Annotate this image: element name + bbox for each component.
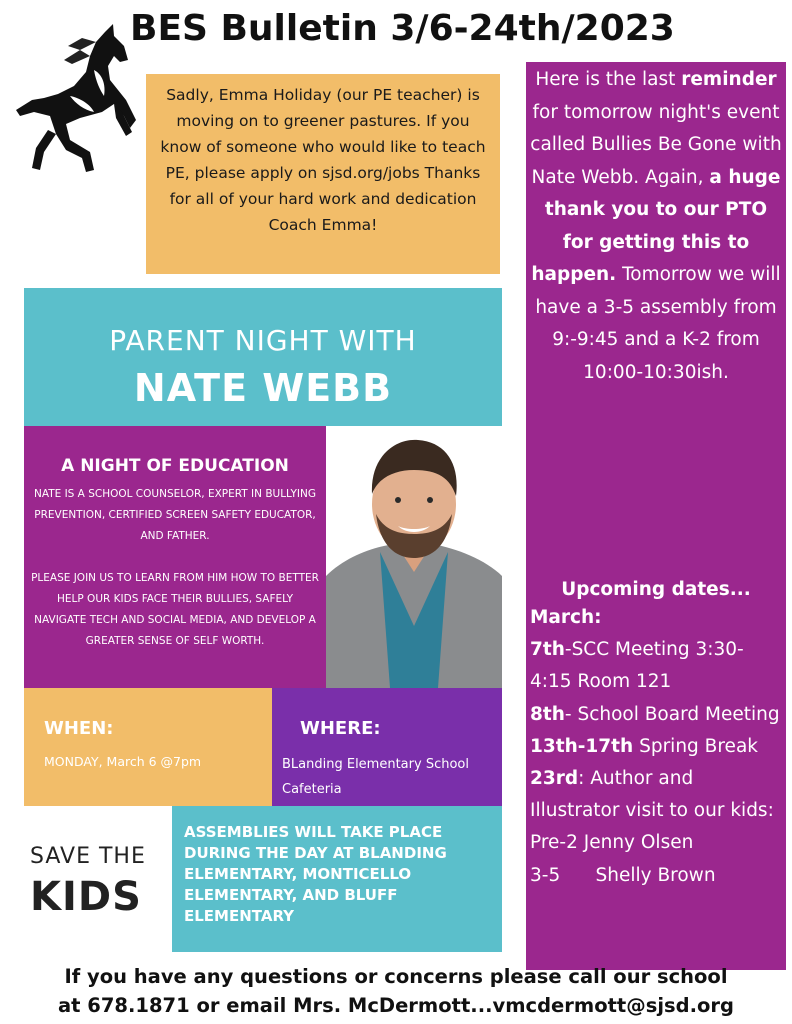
where-box xyxy=(272,688,502,806)
pe-teacher-notice xyxy=(146,74,500,274)
speaker-bio: NATE IS A SCHOOL COUNSELOR, EXPERT IN BULLYING PREVENTION, CERTIFIED SCREEN SAFETY EDUCATOR, AND FATHER. xyxy=(33,488,317,542)
upcoming-dates-list xyxy=(530,602,782,892)
education-heading: A NIGHT OF EDUCATION xyxy=(61,456,289,476)
speaker-photo xyxy=(326,426,502,688)
event-item: 8th- School Board Meeting xyxy=(530,703,780,725)
notice-text: Sadly, Emma Holiday (our PE teacher) is moving on to greener pastures. If you know of someone who would like to teach PE, please apply on sjsd.org/jobs Thanks for all of your hard work and dedication Coach Emma! xyxy=(160,86,486,234)
event-item: 13th-17th Spring Break xyxy=(530,735,758,757)
event-item: 7th-SCC Meeting 3:30-4:15 Room 121 xyxy=(530,639,744,693)
parent-night-line2: NATE WEBB xyxy=(133,366,393,410)
month-label: March: xyxy=(530,607,602,628)
reminder-part-2: for tomorrow night's event called Bullies Be Gone with Nate Webb. Again, xyxy=(530,101,782,188)
visitor-item: Pre-2 Jenny Olsen xyxy=(530,832,694,854)
reminder-text xyxy=(530,64,782,389)
where-label: WHERE: xyxy=(300,718,381,739)
assemblies-box xyxy=(172,806,502,952)
save-the-kids-logo xyxy=(24,838,164,928)
reminder-bold-1: reminder xyxy=(681,69,777,90)
contact-footer xyxy=(0,962,792,1020)
upcoming-dates-heading: Upcoming dates... xyxy=(561,579,751,600)
where-value: BLanding Elementary School Cafeteria xyxy=(282,757,469,797)
reminder-part-1: Here is the last xyxy=(535,69,682,90)
education-body xyxy=(30,484,320,652)
event-item: 23rd: Author and Illustrator visit to our kids: xyxy=(530,768,774,822)
when-value: MONDAY, March 6 @7pm xyxy=(44,754,202,769)
bulletin-title: BES Bulletin 3/6-24th/2023 xyxy=(130,8,675,49)
when-label: WHEN: xyxy=(44,718,114,739)
footer-line2: at 678.1871 or email Mrs. McDermott...vmcdermott@sjsd.org xyxy=(58,994,734,1017)
save-the-line: SAVE THE xyxy=(30,844,146,869)
reminder-part-3: Tomorrow we will have a 3-5 assembly from 9:-9:45 and a K-2 from 10:00-10:30ish. xyxy=(535,264,781,383)
parent-night-banner xyxy=(24,288,502,426)
kids-line: KIDS xyxy=(30,874,142,920)
night-of-education-box xyxy=(24,426,326,688)
mustang-logo xyxy=(10,20,145,180)
footer-line1: If you have any questions or concerns please call our school xyxy=(64,965,728,988)
reminder-bold-2: a huge thank you to our PTO for getting this to happen. xyxy=(531,166,781,285)
assemblies-text: ASSEMBLIES WILL TAKE PLACE DURING THE DAY AT BLANDING ELEMENTARY, MONTICELLO ELEMENTARY, AND BLUFF ELEMENTARY xyxy=(184,823,447,925)
event-invite: PLEASE JOIN US TO LEARN FROM HIM HOW TO BETTER HELP OUR KIDS FACE THEIR BULLIES, SAFELY NAVIGATE TECH AND SOCIAL MEDIA, AND DEVELOP A GREATER SENSE OF SELF WORTH. xyxy=(31,572,319,647)
reminder-sidebar xyxy=(526,62,786,970)
visitor-item: 3-5 Shelly Brown xyxy=(530,864,716,886)
when-box xyxy=(24,688,272,806)
parent-night-line1: PARENT NIGHT WITH xyxy=(109,324,417,357)
